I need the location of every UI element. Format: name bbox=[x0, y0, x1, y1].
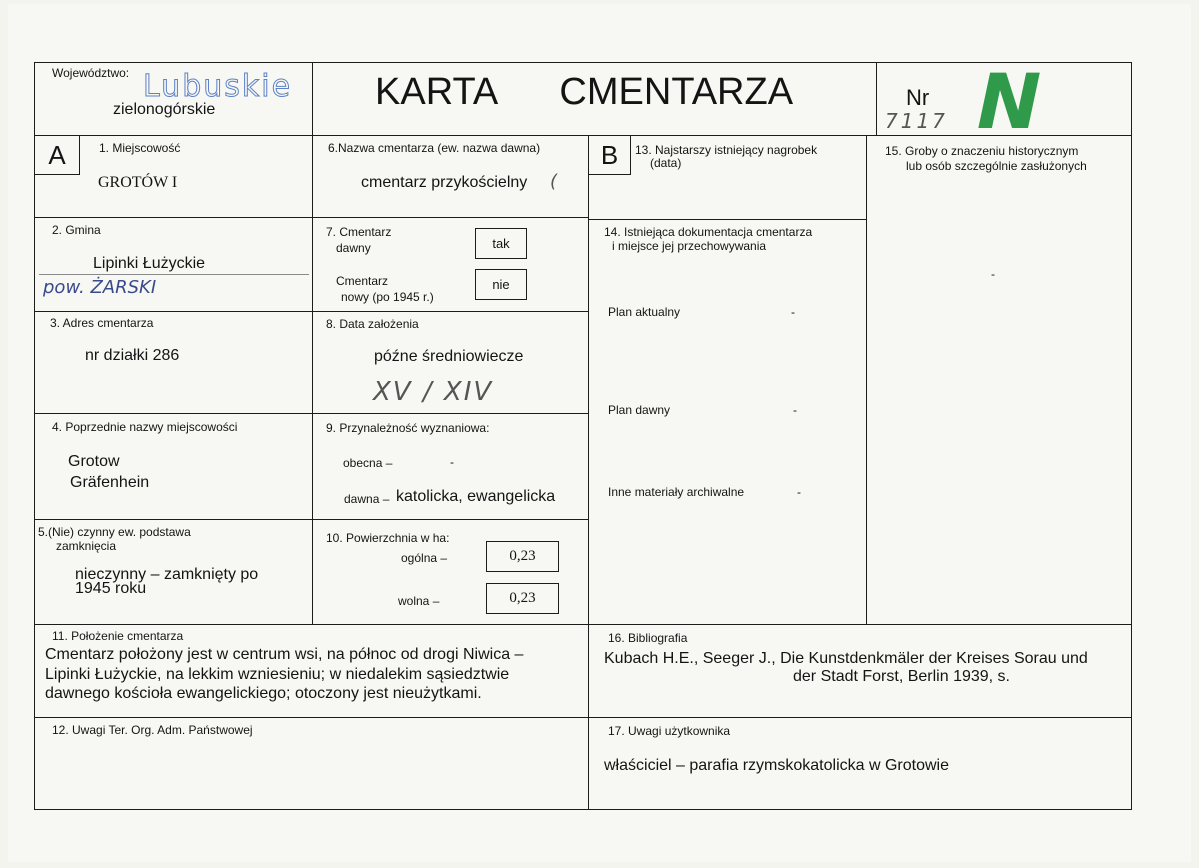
field-3-label: 3. Adres cmentarza bbox=[50, 316, 154, 330]
field-1-value: GROTÓW I bbox=[98, 174, 178, 191]
field-16-label: 16. Bibliografia bbox=[608, 631, 688, 645]
field-16-line-2: der Stadt Forst, Berlin 1939, s. bbox=[793, 668, 1010, 685]
field-5-value-2: 1945 roku bbox=[75, 580, 147, 597]
field-14-label-1: 14. Istniejąca dokumentacja cmentarza bbox=[604, 225, 813, 239]
field-8-value: późne średniowiecze bbox=[374, 348, 524, 365]
field-3-value: nr działki 286 bbox=[85, 347, 180, 364]
field-15-label-2: lub osób szczególnie zasłużonych bbox=[906, 159, 1087, 173]
field-2-value: Lipinki Łużyckie bbox=[93, 255, 206, 272]
field-6-pencil-mark: ( bbox=[550, 171, 558, 192]
field-8-handwritten: XV / XIV bbox=[373, 377, 494, 407]
field-17-label: 17. Uwagi użytkownika bbox=[608, 724, 731, 738]
field-7-label-2b: nowy (po 1945 r.) bbox=[341, 290, 434, 304]
field-14-plan-old: Plan dawny bbox=[608, 403, 671, 417]
field-2-handwritten: pow. ŻARSKI bbox=[43, 277, 157, 298]
field-4-value-1: Grotow bbox=[68, 453, 120, 470]
card-title: KARTA CMENTARZA bbox=[375, 71, 794, 113]
field-14-plan-old-value: - bbox=[793, 403, 797, 417]
field-10-free-label: wolna – bbox=[398, 594, 440, 608]
field-11-line-2: Lipinki Łużyckie, na lekkim wzniesieniu; w niedalekim sąsiedztwie bbox=[45, 666, 510, 683]
field-14-plan-current-value: - bbox=[791, 305, 795, 319]
field-4-label: 4. Poprzednie nazwy miejscowości bbox=[52, 420, 238, 434]
field-11-line-3: dawnego kościoła ewangelickiego; otoczony jest nieużytkami. bbox=[45, 685, 482, 702]
nr-handwritten: 7117 bbox=[885, 109, 948, 133]
field-9-current-label: obecna – bbox=[343, 456, 393, 470]
field-4-value-2: Gräfenhein bbox=[70, 474, 150, 491]
nr-label: Nr bbox=[906, 85, 930, 110]
field-1-label: 1. Miejscowość bbox=[99, 141, 181, 155]
field-7-label-1b: dawny bbox=[336, 241, 371, 255]
field-15-value: - bbox=[991, 267, 995, 281]
field-15-label-1: 15. Groby o znaczeniu historycznym bbox=[885, 144, 1079, 158]
field-7-label-2a: Cmentarz bbox=[336, 274, 389, 288]
field-6-label: 6.Nazwa cmentarza (ew. nazwa dawna) bbox=[328, 141, 541, 155]
section-a-letter: A bbox=[34, 135, 80, 175]
field-10-label: 10. Powierzchnia w ha: bbox=[326, 531, 450, 545]
field-8-label: 8. Data założenia bbox=[326, 317, 419, 331]
field-11-line-1: Cmentarz położony jest w centrum wsi, na północ od drogi Niwica – bbox=[45, 646, 524, 663]
field-14-label-2: i miejsce jej przechowywania bbox=[612, 239, 767, 253]
field-13-label-1: 13. Najstarszy istniejący nagrobek bbox=[635, 143, 818, 157]
field-5-value-1: nieczynny – zamknięty po bbox=[75, 566, 259, 583]
field-7-box-yes: tak bbox=[475, 228, 527, 259]
category-mark: N bbox=[967, 57, 1051, 146]
field-10-total-label: ogólna – bbox=[401, 551, 448, 565]
field-17-value: właściciel – parafia rzymskokatolicka w Grotowie bbox=[604, 757, 949, 774]
voivodeship-label: Województwo: bbox=[52, 66, 130, 80]
section-b-letter: B bbox=[588, 135, 631, 175]
field-6-value: cmentarz przykościelny bbox=[361, 174, 528, 191]
field-14-plan-current: Plan aktualny bbox=[608, 305, 681, 319]
field-16-line-1: Kubach H.E., Seeger J., Die Kunstdenkmäler der Kreises Sorau und bbox=[604, 650, 1088, 667]
field-10-free-box: 0,23 bbox=[486, 583, 559, 614]
field-7-label-1a: 7. Cmentarz bbox=[326, 225, 392, 239]
field-9-label: 9. Przynależność wyznaniowa: bbox=[326, 421, 490, 435]
field-14-other-value: - bbox=[797, 485, 801, 499]
field-11-label: 11. Położenie cmentarza bbox=[52, 629, 184, 643]
voivodeship-old: zielonogórskie bbox=[113, 101, 216, 118]
field-7-box-no: nie bbox=[475, 269, 527, 300]
field-14-other: Inne materiały archiwalne bbox=[608, 485, 745, 499]
field-9-former-label: dawna – bbox=[344, 492, 390, 506]
field-13-label-2: (data) bbox=[650, 156, 682, 170]
field-12-label: 12. Uwagi Ter. Org. Adm. Państwowej bbox=[52, 723, 253, 737]
field-5-label-2: zamknięcia bbox=[56, 539, 117, 553]
field-5-label-1: 5.(Nie) czynny ew. podstawa bbox=[38, 525, 191, 539]
field-9-current-value: - bbox=[450, 455, 454, 469]
field-9-former-value: katolicka, ewangelicka bbox=[396, 488, 556, 505]
field-10-total-box: 0,23 bbox=[486, 541, 559, 572]
cemetery-record-card bbox=[34, 57, 1132, 810]
field-2-label: 2. Gmina bbox=[52, 223, 101, 237]
voivodeship-stamp: Lubuskie bbox=[143, 69, 293, 104]
